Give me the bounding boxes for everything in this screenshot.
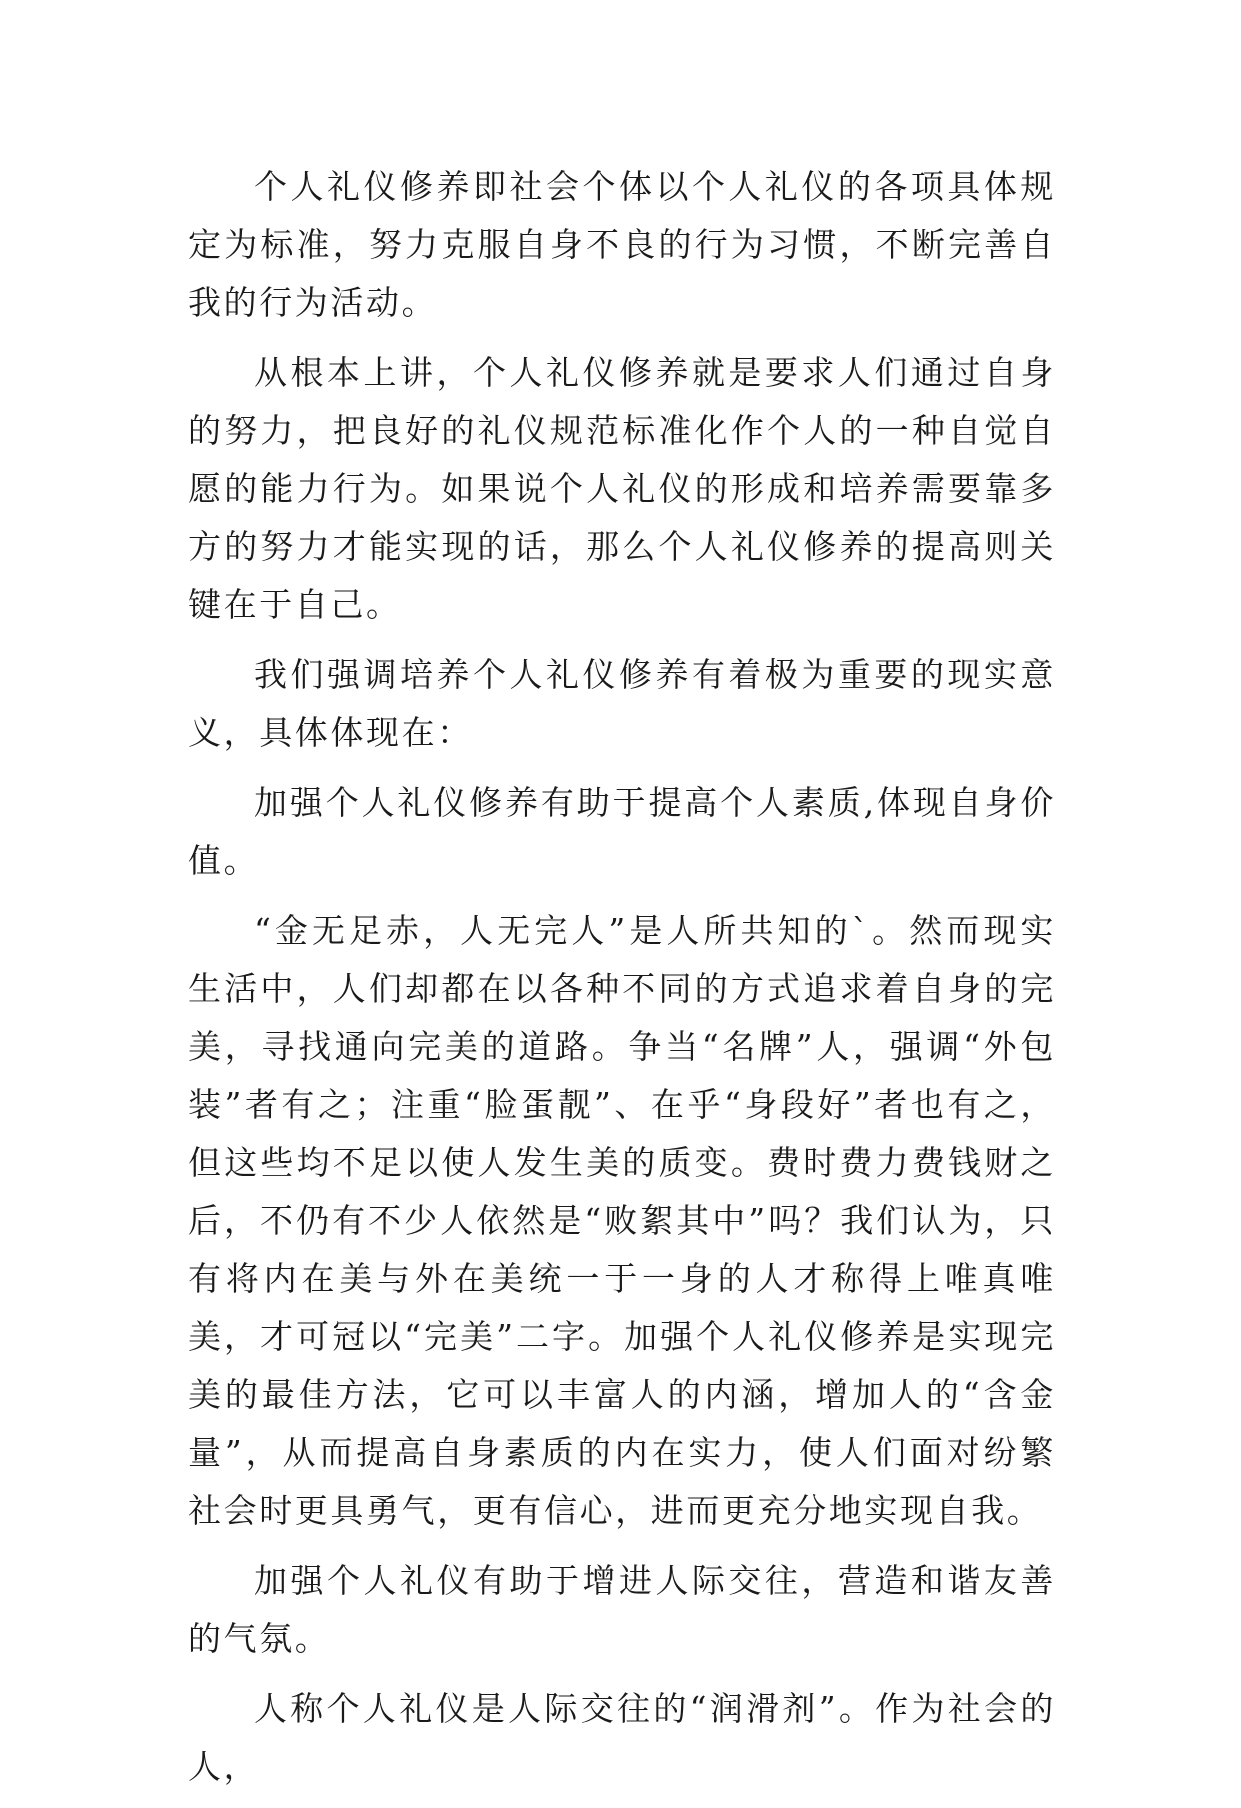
- paragraph-4: 加强个人礼仪修养有助于提高个人素质,体现自身价值。: [188, 783, 1056, 880]
- paragraph-3: 我们强调培养个人礼仪修养有着极为重要的现实意义，具体体现在：: [188, 655, 1056, 752]
- paragraph-2: 从根本上讲，个人礼仪修养就是要求人们通过自身的努力，把良好的礼仪规范标准化作个人的一种自觉自愿的能力行为。如果说个人礼仪的形成和培养需要靠多方的努力才能实现的话，那么个人礼仪修养的提高则关键在于自己。: [188, 353, 1056, 624]
- paragraph-5: “金无足赤，人无完人”是人所共知的`。然而现实生活中，人们却都在以各种不同的方式追求着自身的完美，寻找通向完美的道路。争当“名牌”人，强调“外包装”者有之；注重“脸蛋靓”、在乎“身段好”者也有之，但这些均不足以使人发生美的质变。费时费力费钱财之后，不仍有不少人依然是“败絮其中”吗？我们认为，只有将内在美与外在美统一于一身的人才称得上唯真唯美，才可冠以“完美”二字。加强个人礼仪修养是实现完美的最佳方法，它可以丰富人的内涵，增加人的“含金量”，从而提高自身素质的内在实力，使人们面对纷繁社会时更具勇气，更有信心，进而更充分地实现自我。: [188, 911, 1056, 1530]
- paragraph-1: 个人礼仪修养即社会个体以个人礼仪的各项具体规定为标准，努力克服自身不良的行为习惯，不断完善自我的行为活动。: [188, 167, 1056, 322]
- document-body: [188, 158, 1056, 1808]
- paragraph-7: 人称个人礼仪是人际交往的“润滑剂”。作为社会的人，: [188, 1689, 1056, 1786]
- paragraph-6: 加强个人礼仪有助于增进人际交往，营造和谐友善的气氛。: [188, 1561, 1056, 1658]
